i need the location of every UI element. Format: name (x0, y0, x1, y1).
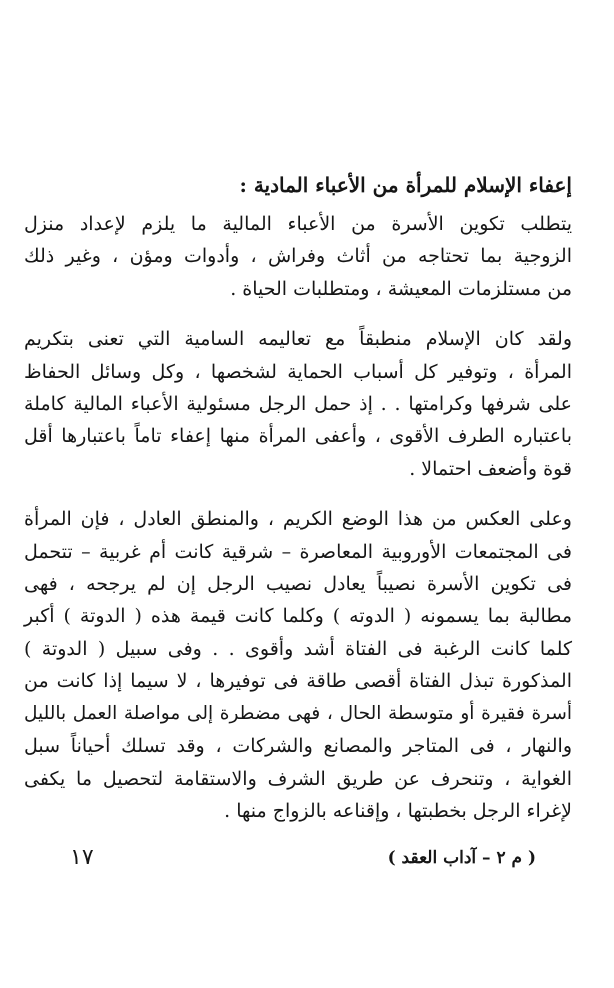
paragraph-3 (24, 503, 572, 827)
paragraph-line: فى تكوين الأسرة نصيباً يعادل نصيب الرجل إن لم يرجحه ، فهى (24, 573, 572, 596)
paragraph-line: أسرة فقيرة أو متوسطة الحال ، فهى مضطرة إلى مواصلة العمل بالليل (24, 702, 572, 724)
page-number: ١٧ (70, 845, 94, 870)
paragraph-line: كلما كانت الرغبة فى الفتاة أشد وأقوى . . وفى سبيل ( الدوتة ) (24, 637, 572, 660)
page-footer (70, 843, 536, 873)
paragraph-line: مطالبة بما يسمونه ( الدوته ) وكلما كانت قيمة هذه ( الدوتة ) أكبر (24, 605, 572, 628)
paragraph-line: باعتباره الطرف الأقوى ، وأعفى المرأة منها إعفاء تاماً باعتبارها أقل (24, 425, 572, 448)
paragraph-line: فى المجتمعات الأوروبية المعاصرة – شرقية كانت أم غربية – تتحمل (24, 540, 572, 563)
running-footer: ( م ٢ – آداب العقد ) (387, 848, 536, 868)
paragraph-line: يتطلب تكوين الأسرة من الأعباء المالية ما يلزم لإعداد منزل (24, 213, 572, 235)
paragraph-line: من مستلزمات المعيشة ، ومتطلبات الحياة . (230, 277, 572, 300)
paragraph-line: على شرفها وكرامتها . . إذ حمل الرجل مسئولية الأعباء المالية كاملة (24, 393, 572, 416)
paragraph-line: لإغراء الرجل بخطبتها ، وإقناعه بالزواج منها . (224, 799, 572, 822)
paragraph-2 (24, 323, 572, 485)
paragraph-1 (24, 208, 572, 305)
paragraph-line: المرأة ، وتوفير كل أسباب الحماية لشخصها ، وكل وسائل الحفاظ (24, 360, 572, 383)
paragraph-line: الغواية ، وتنحرف عن طريق الشرف والاستقامة لتحصيل ما يكفى (24, 767, 572, 790)
paragraph-line: الزوجية بما تحتاجه من أثاث وفراش ، وأدوات ومؤن ، وغير ذلك (24, 245, 572, 268)
page-body (24, 166, 572, 845)
paragraph-line: وعلى العكس من هذا الوضع الكريم ، والمنطق العادل ، فإن المرأة (24, 508, 572, 531)
paragraph-line: المذكورة تبذل الفتاة أقصى طاقة فى توفيرها ، لا سيما إذا كانت من (24, 670, 572, 693)
paragraph-line: ولقد كان الإسلام منطبقاً مع تعاليمه السامية التي تعنى بتكريم (24, 328, 572, 351)
section-heading: إعفاء الإسلام للمرأة من الأعباء المادية : (239, 173, 572, 197)
paragraph-line: قوة وأضعف احتمالا . (409, 457, 572, 480)
paragraph-line: والنهار ، فى المتاجر والمصانع والشركات ، وقد تسلك أحياناً سبل (24, 735, 572, 758)
